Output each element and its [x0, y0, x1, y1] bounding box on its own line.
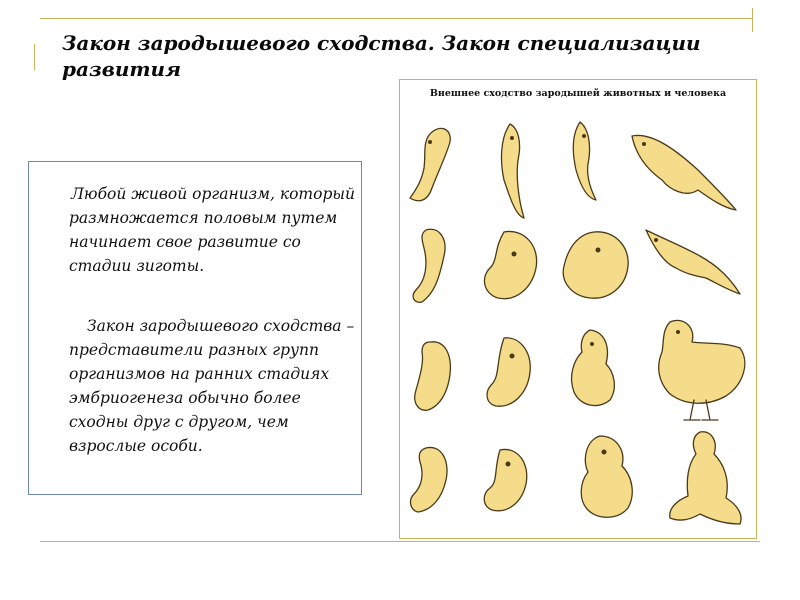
eye-dot: [512, 252, 517, 257]
frame-line-top: [40, 18, 752, 19]
eye-dot: [510, 136, 514, 140]
embryo-salamander-stage3: [487, 338, 530, 406]
embryo-fish-stage2: [413, 229, 445, 302]
definition-textbox: [28, 161, 362, 495]
embryo-fish-stage3: [415, 342, 451, 410]
eye-dot: [602, 450, 607, 455]
eye-dot: [642, 142, 646, 146]
adult-lizard: [646, 230, 740, 294]
embryo-turtle-stage1: [573, 122, 596, 200]
eye-dot: [582, 134, 586, 138]
frame-line-left: [34, 44, 35, 70]
paragraph-zygote: Любой живой организм, который размножается половым путем начинает свое развитие со стадии зиготы.: [69, 185, 355, 275]
embryo-bird-stage3: [572, 330, 615, 406]
adult-chicken: [659, 320, 745, 403]
eye-dot: [654, 238, 658, 242]
figure-caption: Внешнее сходство зародышей животных и человека: [429, 88, 727, 99]
embryo-fish-stage1: [410, 128, 450, 200]
eye-dot: [510, 354, 515, 359]
frame-line-bottom: [40, 541, 760, 542]
embryo-illustration: [400, 80, 756, 538]
slide-title: Закон зародышевого сходства. Закон специализации развития: [62, 31, 701, 81]
eye-dot: [596, 248, 601, 253]
paragraph-embryo-law: Закон зародышевого сходства – представители разных групп организмов на ранних стадиях эмбриогенеза обычно более сходны друг с другом, чем взрослые особи.: [69, 317, 355, 455]
adult-fish: [632, 135, 736, 210]
embryo-comparison-figure: [399, 79, 757, 539]
eye-dot: [506, 462, 511, 467]
adult-human-seated: [670, 432, 741, 524]
embryo-fish-stage4: [411, 447, 448, 512]
embryo-turtle-stage2: [563, 232, 628, 298]
frame-line-top-right: [752, 8, 753, 32]
eye-dot: [590, 342, 594, 346]
embryo-human-stage4: [581, 436, 632, 517]
embryo-salamander-stage4: [484, 449, 527, 510]
embryo-salamander-stage2: [484, 231, 536, 298]
eye-dot: [676, 330, 680, 334]
eye-dot: [428, 140, 432, 144]
